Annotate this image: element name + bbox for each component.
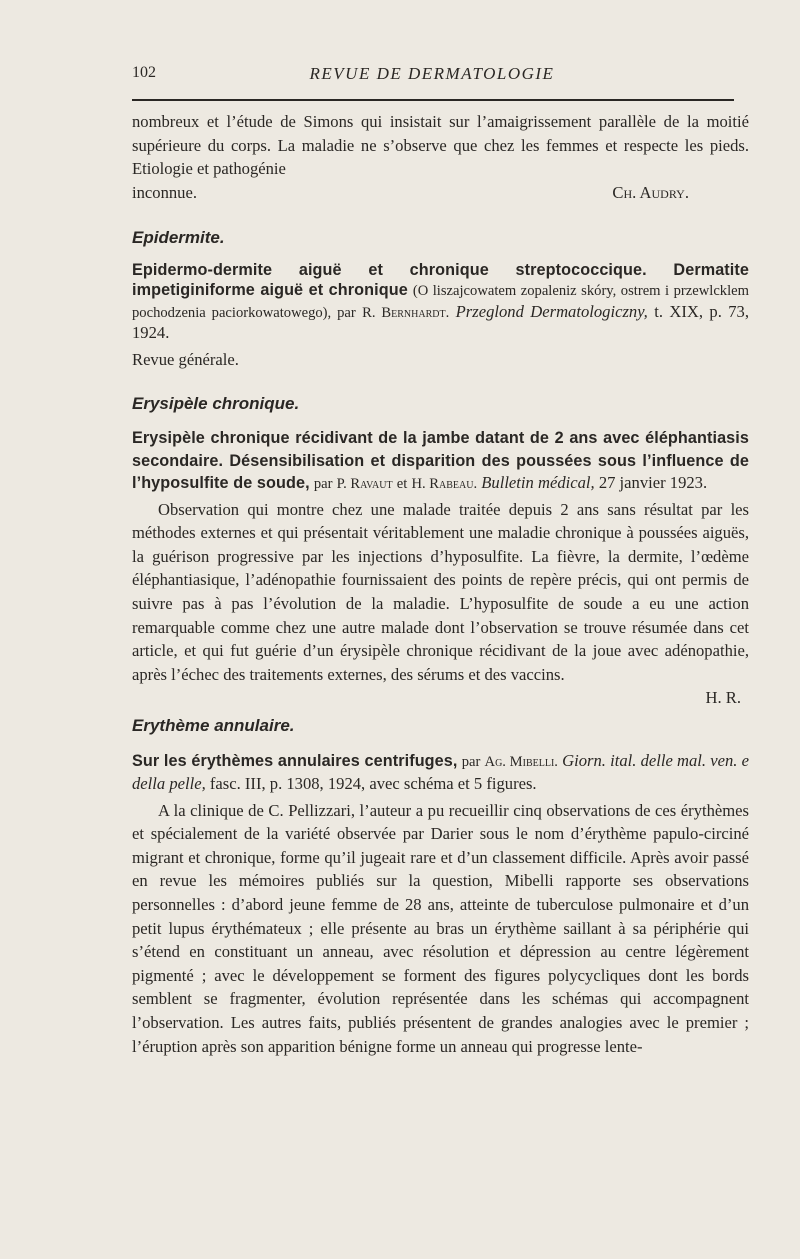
article-reference-1	[132, 260, 749, 344]
page-header	[132, 64, 732, 88]
author-2a: P. Ravaut	[336, 476, 393, 493]
section-heading-erysipele: Erysipèle chronique.	[132, 393, 300, 413]
journal-3: Giorn. ital. delle mal. ven. e della pelle,	[132, 750, 750, 794]
header-rule	[132, 99, 734, 101]
by-3: par	[461, 753, 481, 770]
by-2: par	[313, 476, 333, 493]
article-title-2: Erysipèle chronique récidivant de la jambe datant de 2 ans avec éléphantiasis secondaire. Désensibilisation et disparition des poussées sous l’influence de l’hyposulfite de soude,	[132, 429, 749, 493]
citation-3: fasc. III, p. 1308, 1924, avec schéma et 5 figures.	[209, 774, 537, 794]
intro-signature: Ch. Audry.	[612, 182, 689, 202]
article-reference-2	[132, 427, 749, 496]
author-3: Ag. Mibelli.	[484, 753, 558, 770]
running-title: REVUE DE DERMATOLOGIE	[309, 64, 555, 83]
intro-paragraph: nombreux et l’étude de Simons qui insistait sur l’amaigrissement parallèle de la moitié supérieure du corps. La maladie ne s’observe que chez les femmes et respecte les pieds. Etiologie et pathogénie	[132, 112, 749, 179]
intro-last-line: inconnue.	[132, 182, 197, 202]
article-title-1: Epidermo-dermite aiguë et chronique streptococcique. Dermatite impetiginiforme aiguë et chronique	[132, 260, 749, 300]
section1-body: Revue générale.	[132, 349, 239, 369]
citation-2: 27 janvier 1923.	[598, 473, 708, 493]
journal-2: Bulletin médical,	[481, 473, 595, 493]
section-heading-epidermite: Epidermite.	[132, 228, 225, 248]
article-title-3: Sur les érythèmes annulaires centrifuges,	[132, 751, 458, 770]
section2-body: Observation qui montre chez une malade traitée depuis 2 ans sans résultat par les méthodes externes et qui présentait véritablement une maladie chronique à poussées aiguës, la guérison progressive par les injections d’hyposulfite. La fièvre, la dermite, l’œdème éléphantiasique, l’adénopathie fournissaient des points de repère précis, qui ont permis de suivre pas à pas l’évolution de la maladie. L’hyposulfite de soude a eu une action remarquable comme chez une autre malade dont l’observation se trouve résumée dans cet article, et qui fut guérie d’un érysipèle chronique récidivant de la joue avec adénopathie, après l’échec des traitements externes, des sérums et des vaccins.	[132, 499, 749, 684]
article-reference-3	[132, 750, 749, 795]
author-2b: H. Rabeau.	[411, 476, 478, 493]
original-title-1: (O liszajcowatem zopaleniz skóry, ostrem i przewlcklem pochodzenia paciorkowatowego), par	[132, 283, 749, 321]
intro-signature-line	[132, 181, 749, 205]
page-body	[132, 110, 749, 1058]
page-number: 102	[132, 64, 156, 81]
journal-1: Przeglond Dermatologiczny,	[455, 301, 648, 321]
and-2: et	[396, 476, 408, 493]
author-1: R. Bernhardt.	[362, 304, 450, 321]
section-heading-erytheme: Erythème annulaire.	[132, 716, 295, 735]
citation-1: t. XIX, p. 73, 1924.	[132, 301, 749, 343]
section2-signature: H. R.	[705, 688, 741, 708]
section3-body: A la clinique de C. Pellizzari, l’auteur a pu recueillir cinq observations de ces érythèmes et spécialement de la variété observée par Darier sous le nom d’érythème papulo-circiné migrant et chronique, forme qu’il jugeait rare et d’un classement difficile. Après avoir passé en revue les mémoires publiés sur la question, Mibelli rapporte ses observations personnelles : d’abord jeune femme de 28 ans, atteinte de tuberculose pulmonaire et d’un petit lupus érythémateux ; elle présente au bras un érythème saillant à sa périphérie qui s’étend en constituant un anneau, avec résolution et dépression au centre légèrement pigmenté ; avec le développement se forment des figures polycycliques dont les bords semblent se fragmenter, évolution représentée dans les schémas qui accompagnent l’observation. Les autres faits, publiés présentent de grandes analogies avec le premier ; l’éruption après son apparition bénigne forme un anneau qui progresse lente-	[132, 800, 749, 1056]
